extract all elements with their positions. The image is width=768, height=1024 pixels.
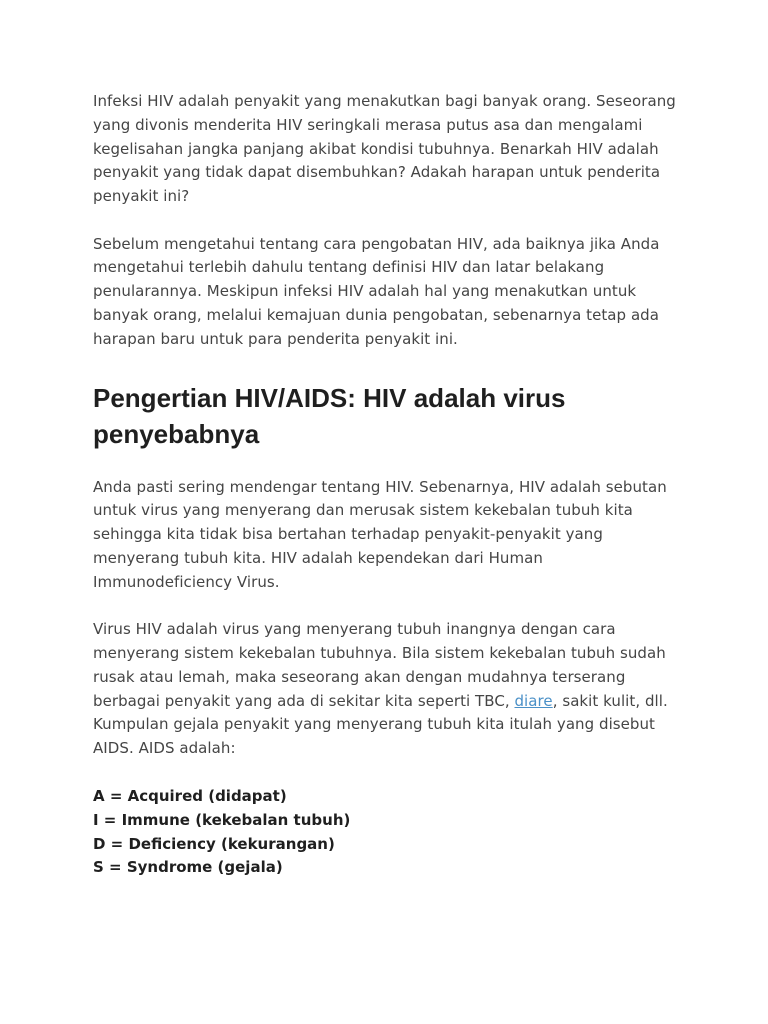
section-paragraph-2 (93, 618, 683, 761)
diare-link[interactable]: diare (514, 691, 553, 710)
paragraph-text-before-link: Virus HIV adalah virus yang menyerang tubuh inangnya dengan cara menyerang sistem kekebalan tubuhnya. Bila sistem kekebalan tubuh sudah rusak atau lemah, maka seseorang akan dengan mudahnya terserang berbagai penyakit yang ada di sekitar kita seperti TBC, (93, 620, 666, 710)
paragraph-text-after-link: , sakit kulit, dll. Kumpulan gejala penyakit yang menyerang tubuh kita itulah yang disebut AIDS. AIDS adalah: (93, 691, 668, 758)
article (93, 90, 683, 880)
acronym-item-a: A = Acquired (didapat) (93, 786, 287, 805)
acronym-item-s: S = Syndrome (gejala) (93, 858, 283, 877)
aids-acronym-list (93, 785, 683, 880)
section-heading: Pengertian HIV/AIDS: HIV adalah virus penyebabnya (93, 382, 566, 449)
acronym-item-i: I = Immune (kekebalan tubuh) (93, 810, 351, 829)
acronym-item-d: D = Deficiency (kekurangan) (93, 834, 335, 853)
section-paragraph-1: Anda pasti sering mendengar tentang HIV. Sebenarnya, HIV adalah sebutan untuk virus yang menyerang dan merusak sistem kekebalan tubuh kita sehingga kita tidak bisa bertahan terhadap penyakit-penyakit yang menyerang tubuh kita. HIV adalah kependekan dari Human Immunodeficiency Virus. (93, 477, 667, 591)
intro-paragraph: Infeksi HIV adalah penyakit yang menakutkan bagi banyak orang. Seseorang yang divonis menderita HIV seringkali merasa putus asa dan mengalami kegelisahan jangka panjang akibat kondisi tubuhnya. Benarkah HIV adalah penyakit yang tidak dapat disembuhkan? Adakah harapan untuk penderita penyakit ini? (93, 92, 676, 206)
second-paragraph: Sebelum mengetahui tentang cara pengobatan HIV, ada baiknya jika Anda mengetahui terlebih dahulu tentang definisi HIV dan latar belakang penularannya. Meskipun infeksi HIV adalah hal yang menakutkan untuk banyak orang, melalui kemajuan dunia pengobatan, sebenarnya tetap ada harapan baru untuk para penderita penyakit ini. (93, 234, 660, 348)
